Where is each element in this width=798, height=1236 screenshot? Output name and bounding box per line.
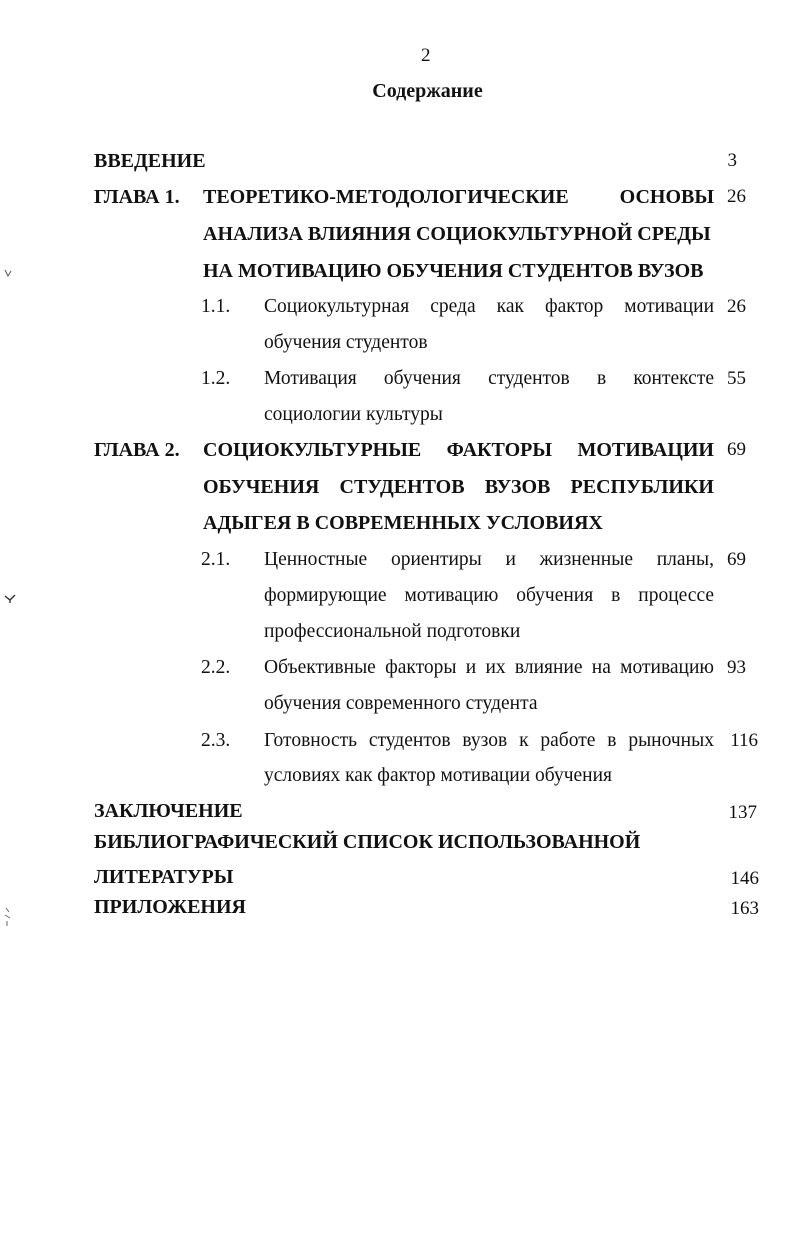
section-2-2-line1: Объективные факторы и их влияние на мотивацию [264,657,714,678]
chapter1-label: ГЛАВА 1. [94,186,180,208]
chapter1-title-line2: АНАЛИЗА ВЛИЯНИЯ СОЦИОКУЛЬТУРНОЙ СРЕДЫ [203,223,711,245]
toc-intro: ВВЕДЕНИЕ [94,150,206,172]
section-2-1-page: 69 [727,549,746,570]
section-2-3-line1: Готовность студентов вузов к работе в рыночных [264,730,714,751]
section-1-2-line1: Мотивация обучения студентов в контексте [264,368,714,389]
toc-conclusion-page: 137 [728,802,757,823]
section-1-1-line1: Социокультурная среда как фактор мотивации [264,296,714,317]
section-2-1-line2: формирующие мотивацию обучения в процессе [264,585,714,606]
chapter1-page: 26 [727,186,746,207]
toc-conclusion: ЗАКЛЮЧЕНИЕ [94,800,243,822]
toc-bibliography-line2: ЛИТЕРАТУРЫ [94,866,234,888]
section-1-2-number: 1.2. [201,368,231,389]
section-2-2-page: 93 [727,657,746,678]
section-1-1-page: 26 [727,296,746,317]
toc-bibliography-line1: БИБЛИОГРАФИЧЕСКИЙ СПИСОК ИСПОЛЬЗОВАННОЙ [94,831,641,853]
chapter1-title-line1: ТЕОРЕТИКО-МЕТОДОЛОГИЧЕСКИЕ ОСНОВЫ [203,186,714,208]
scan-artifact-mark [3,268,13,280]
section-2-1-number: 2.1. [201,549,231,570]
chapter1-title-line3: НА МОТИВАЦИЮ ОБУЧЕНИЯ СТУДЕНТОВ ВУЗОВ [203,260,704,282]
chapter2-title-line3: АДЫГЕЯ В СОВРЕМЕННЫХ УСЛОВИЯХ [203,512,603,534]
section-1-2-page: 55 [727,368,746,389]
page-number: 2 [421,45,431,66]
toc-appendices: ПРИЛОЖЕНИЯ [94,896,246,918]
section-1-2-line2: социологии культуры [264,404,443,425]
section-1-1-number: 1.1. [201,296,231,317]
section-2-3-page: 116 [730,730,758,751]
chapter2-page: 69 [727,439,746,460]
scan-artifact-mark [3,592,17,604]
toc-intro-page: 3 [727,150,737,171]
toc-appendices-page: 163 [730,898,759,919]
section-2-3-number: 2.3. [201,730,231,751]
page-title: Содержание [372,80,483,102]
chapter2-title-line1: СОЦИОКУЛЬТУРНЫЕ ФАКТОРЫ МОТИВАЦИИ [203,439,714,461]
section-1-1-line2: обучения студентов [264,332,428,353]
chapter2-title-line2: ОБУЧЕНИЯ СТУДЕНТОВ ВУЗОВ РЕСПУБЛИКИ [203,476,714,498]
section-2-3-line2: условиях как фактор мотивации обучения [264,765,613,786]
scan-artifact-mark [3,906,13,928]
toc-bibliography-page: 146 [730,868,759,889]
section-2-2-line2: обучения современного студента [264,693,538,714]
chapter2-label: ГЛАВА 2. [94,439,180,461]
section-2-1-line3: профессиональной подготовки [264,621,521,642]
section-2-1-line1: Ценностные ориентиры и жизненные планы, [264,549,714,570]
section-2-2-number: 2.2. [201,657,231,678]
